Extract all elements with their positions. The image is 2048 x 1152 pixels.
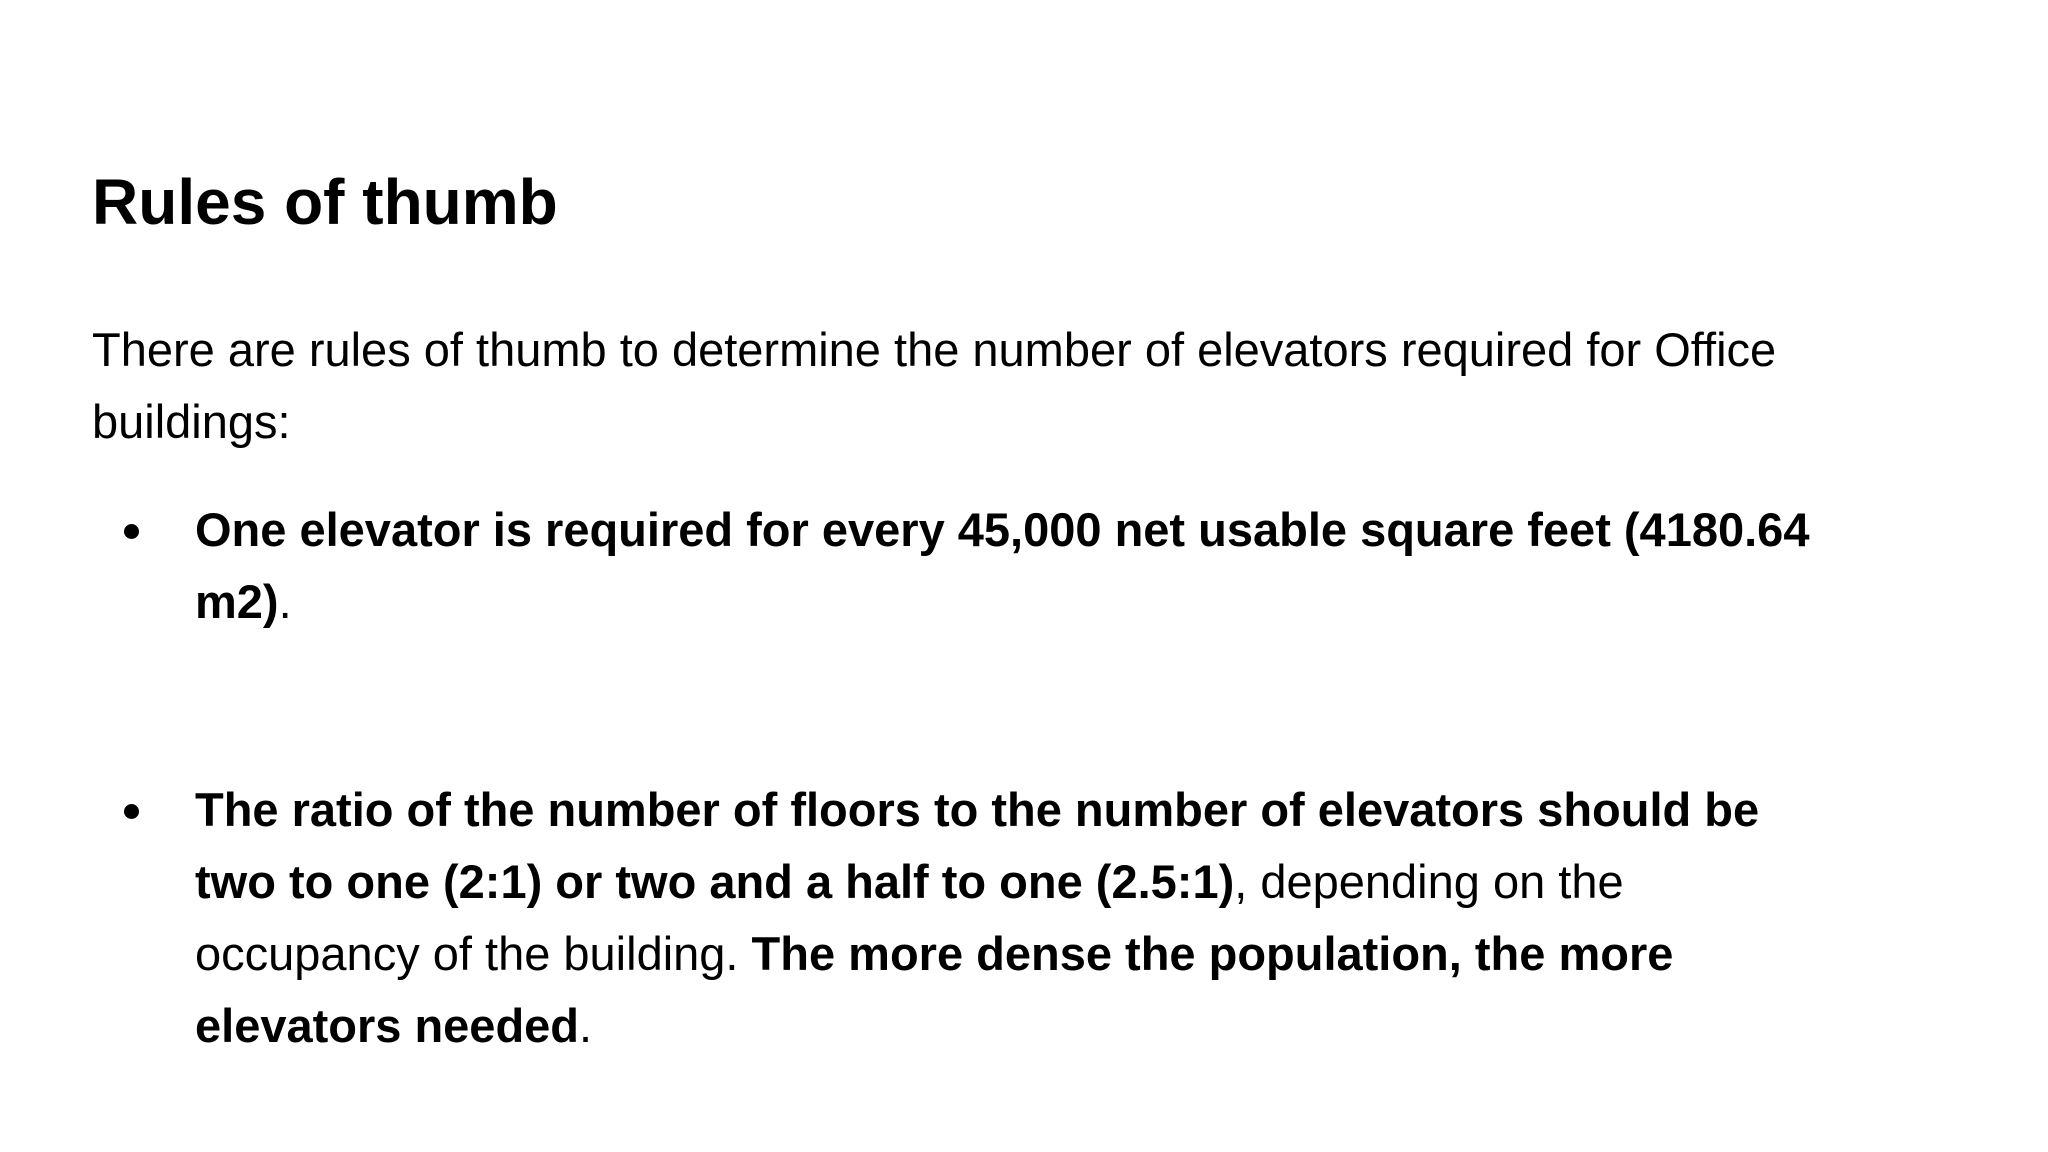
bullet-1-line-2-tail: . (278, 575, 292, 628)
bullet-2-line-3-bold: The more dense the population, the more (751, 927, 1674, 980)
bullet-2-line-1: The ratio of the number of floors to the number of elevators should be (195, 783, 1760, 836)
bullet-text (195, 494, 2048, 638)
bullet-2-line-2-tail: , depending on the (1234, 855, 1624, 908)
bullet-2-line-4: elevators needed (195, 999, 580, 1052)
bullet-2-line-3-regular: occupancy of the building. (195, 927, 752, 980)
bullet-1-line-1: One elevator is required for every 45,000 net usable square feet (4180.64 (195, 503, 1810, 556)
intro-line-2: buildings: (92, 395, 291, 448)
bullet-2-line-2: two to one (2:1) or two and a half to one (2.5:1) (195, 855, 1235, 908)
intro-paragraph (92, 314, 2022, 458)
bullet-2-line-4-tail: . (579, 999, 593, 1052)
bullet-dot-icon (124, 804, 139, 819)
bullet-text (195, 774, 2048, 1062)
slide-title: Rules of thumb (92, 166, 558, 238)
intro-line-1: There are rules of thumb to determine the number of elevators required for Office (92, 323, 1777, 376)
bullet-1-line-2: m2) (195, 575, 279, 628)
bullet-dot-icon (124, 524, 139, 539)
